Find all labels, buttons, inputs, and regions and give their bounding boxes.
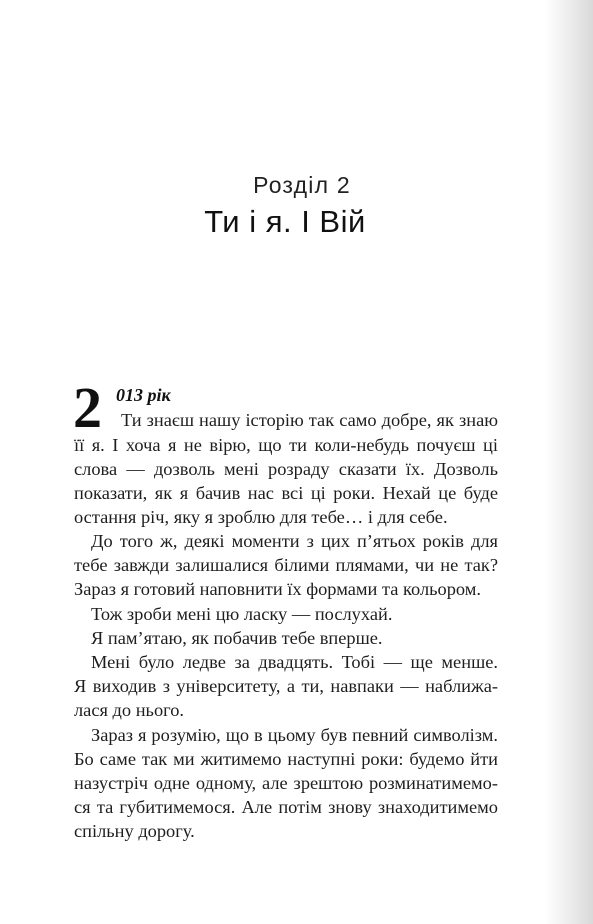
drop-cap: 2 xyxy=(73,375,102,440)
text-line: Зараз я готовий наповнити їх формами та кольором. xyxy=(74,579,481,599)
text-line: остання річ, яку я зроблю для тебе… і для себе. xyxy=(74,507,448,527)
text-line: показати, як я бачив нас всі ці роки. Нехай це буде xyxy=(74,483,498,503)
text-line: Я пам’ятаю, як побачив тебе вперше. xyxy=(91,628,383,648)
text-line: назустріч одне одному, але зрештою розминатимемо- xyxy=(74,773,498,793)
text-line: спільну дорогу. xyxy=(74,821,195,841)
text-line: Мені було ледве за двадцять. Тобі — ще менше. xyxy=(91,652,498,672)
text-line: слова — дозволь мені розраду сказати їх. Дозволь xyxy=(74,459,498,479)
text-line: її я. І хоча я не вірю, що ти коли-небудь почуєш ці xyxy=(74,435,498,455)
text-line: Я виходив з університету, а ти, навпаки — наближа- xyxy=(74,676,498,696)
text-line: До того ж, деякі моменти з цих п’ятьох років для xyxy=(91,531,498,551)
text-line: ся та губитимемося. Але потім знову знаходитимемо xyxy=(74,797,498,817)
chapter-number: Розділ 2 xyxy=(253,172,351,198)
text-line: Зараз я розумію, що в цьому був певний символізм. xyxy=(91,725,498,745)
chapter-title: Ти і я. І Вій xyxy=(204,204,366,239)
text-line: лася до нього. xyxy=(74,700,185,720)
section-year-heading: 013 рік xyxy=(116,385,171,405)
text-line: Ти знаєш нашу історію так само добре, як знаю xyxy=(121,410,498,430)
text-line: Бо саме так ми житимемо наступні роки: будемо йти xyxy=(74,749,498,769)
page-edge-shadow xyxy=(545,0,593,924)
text-line: Тож зроби мені цю ласку — послухай. xyxy=(91,604,393,624)
text-line: тебе завжди залишалися білими плямами, чи не так? xyxy=(74,555,498,575)
